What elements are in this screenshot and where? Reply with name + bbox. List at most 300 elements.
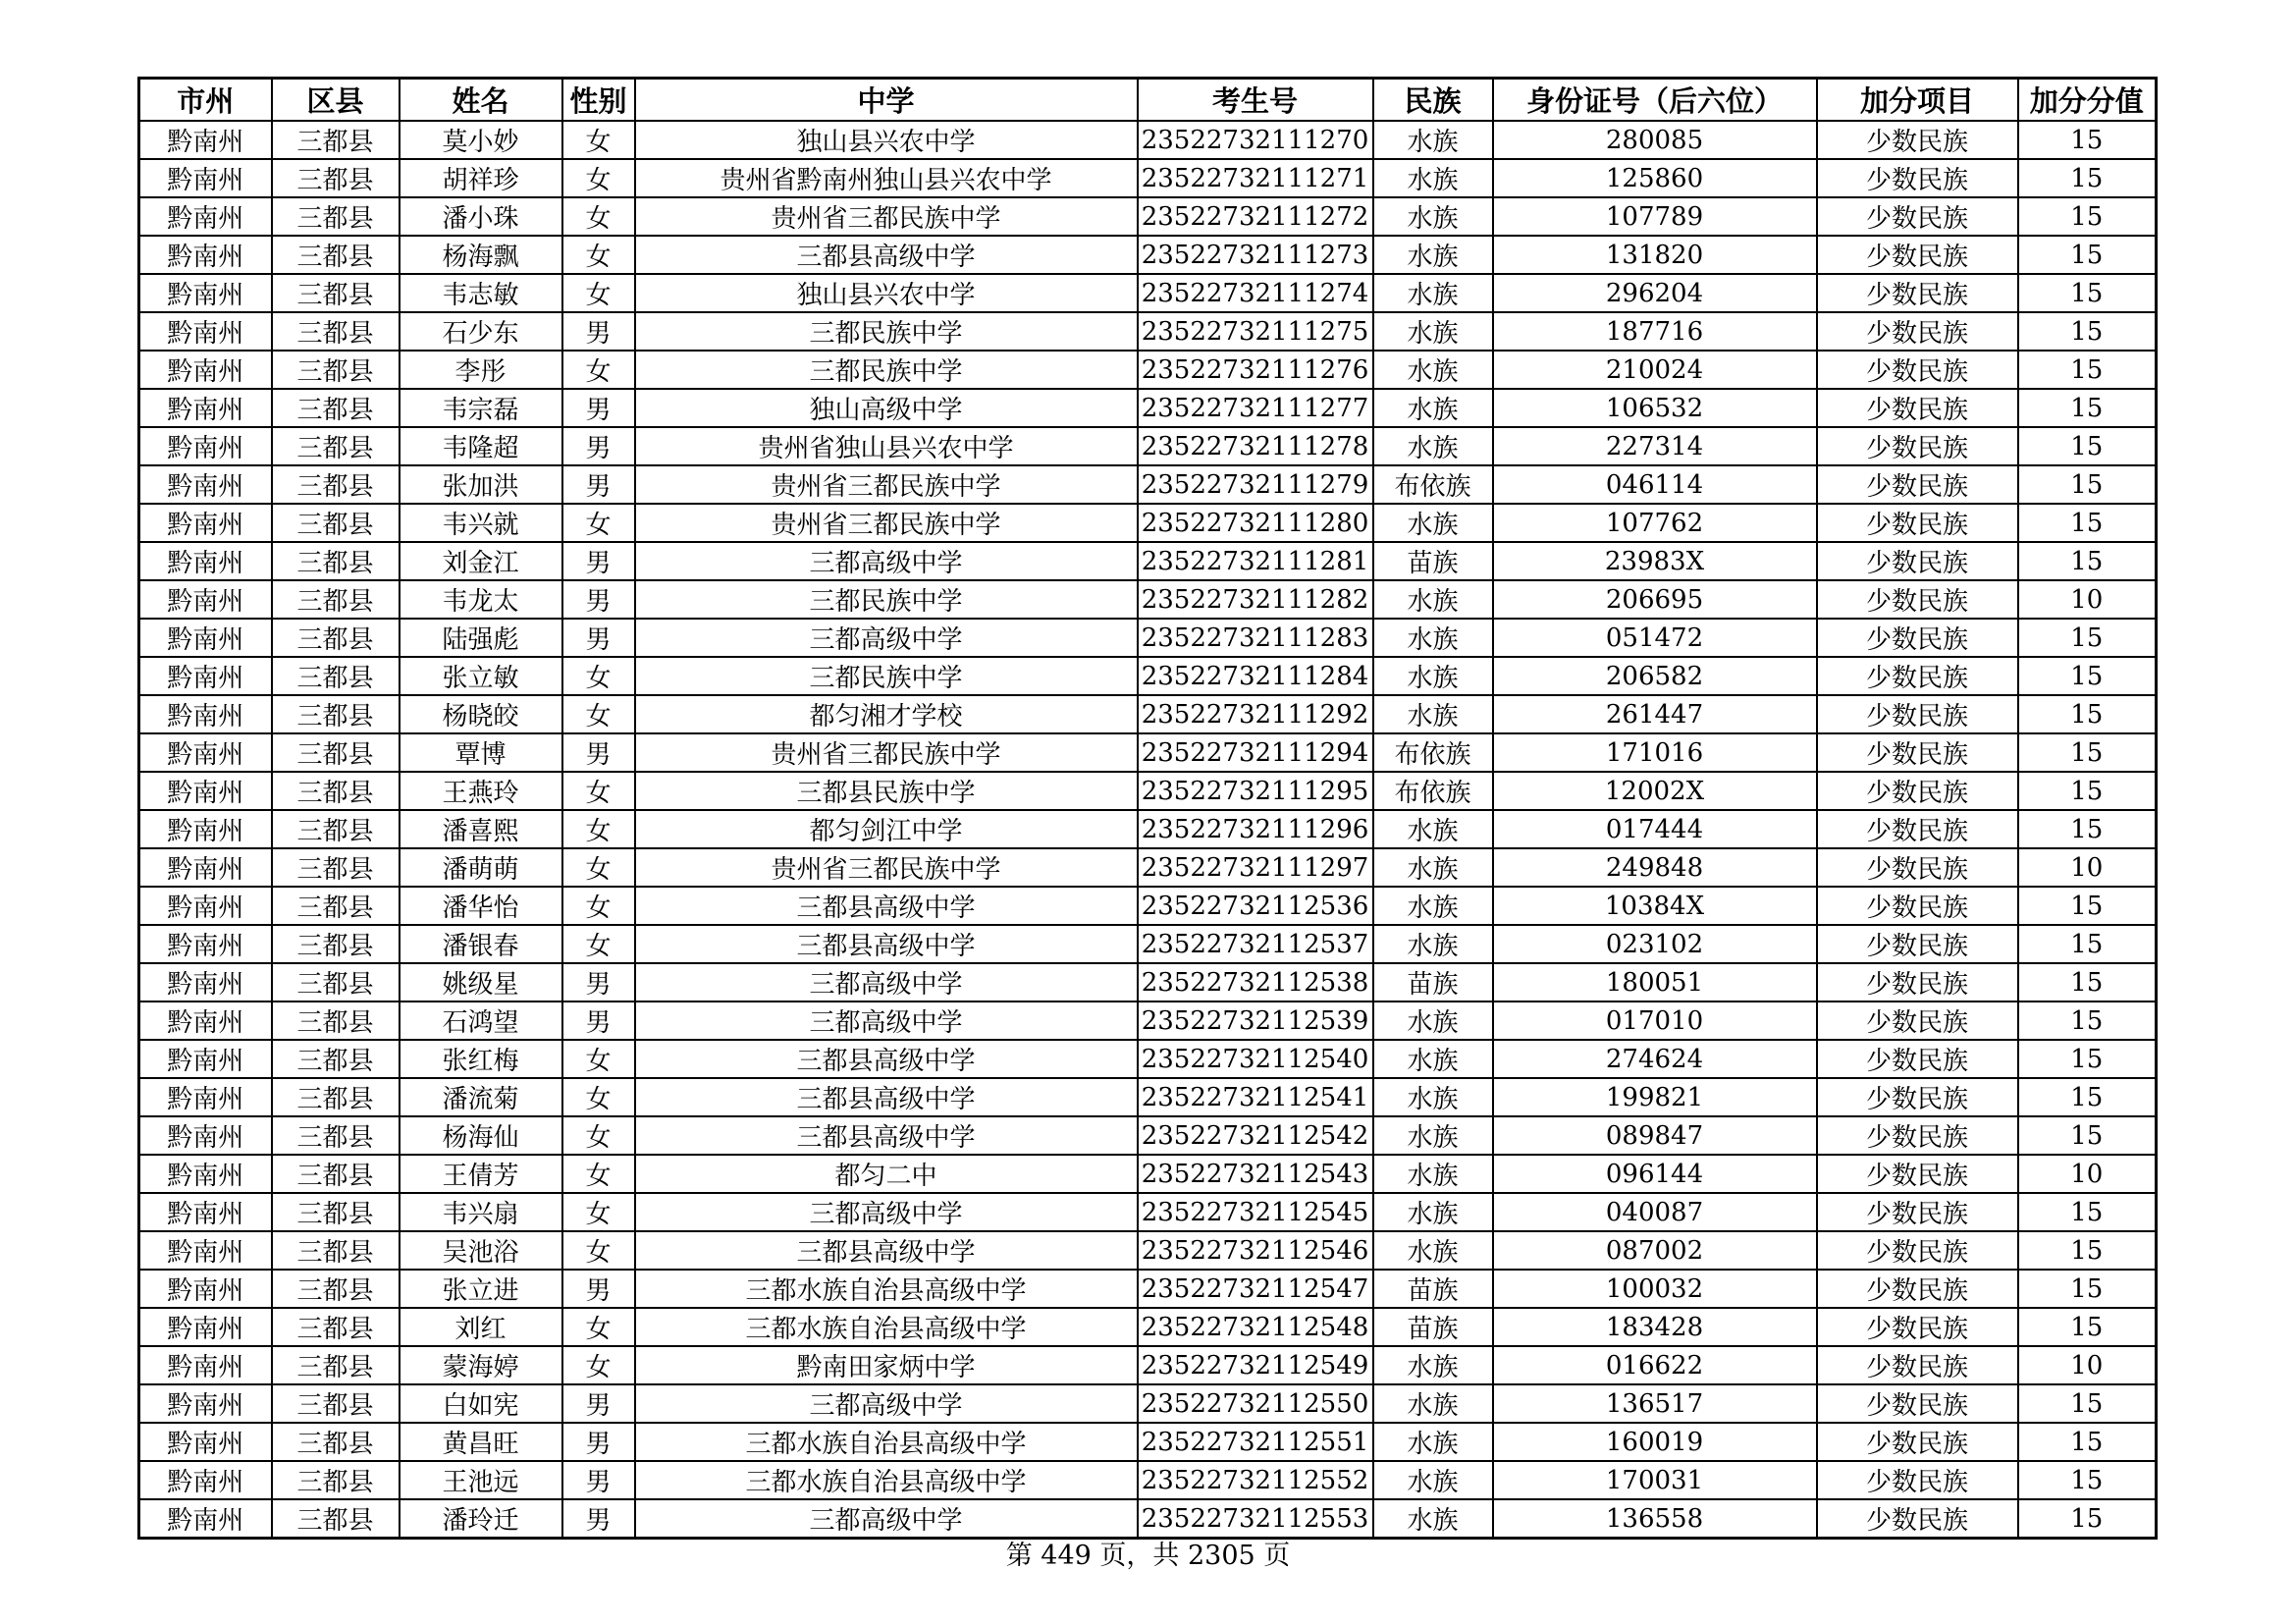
school-cell: 都匀湘才学校 (635, 695, 1138, 733)
city-cell: 黔南州 (139, 925, 272, 963)
name-cell: 张立进 (400, 1270, 562, 1308)
exam-number-cell: 23522732112548 (1138, 1308, 1373, 1346)
table-row (139, 925, 2157, 963)
ethnicity-cell: 水族 (1373, 695, 1493, 733)
school-cell: 独山高级中学 (635, 389, 1138, 427)
bonus-points-cell: 15 (2018, 695, 2157, 733)
name-cell: 蒙海婷 (400, 1346, 562, 1384)
school-cell: 贵州省三都民族中学 (635, 848, 1138, 887)
gender-cell: 女 (562, 695, 635, 733)
bonus-item-cell: 少数民族 (1817, 1461, 2018, 1499)
exam-number-cell: 23522732112543 (1138, 1155, 1373, 1193)
county-cell: 三都县 (272, 848, 400, 887)
county-cell: 三都县 (272, 1308, 400, 1346)
county-cell: 三都县 (272, 312, 400, 351)
city-cell: 黔南州 (139, 1040, 272, 1078)
exam-number-cell: 23522732112536 (1138, 887, 1373, 925)
id-suffix-cell: 171016 (1493, 733, 1817, 772)
ethnicity-cell: 水族 (1373, 159, 1493, 197)
gender-cell: 男 (562, 619, 635, 657)
city-cell: 黔南州 (139, 159, 272, 197)
county-cell: 三都县 (272, 1346, 400, 1384)
table-row (139, 887, 2157, 925)
column-header-bonus-item: 加分项目 (1817, 79, 2018, 122)
id-suffix-cell: 249848 (1493, 848, 1817, 887)
name-cell: 莫小妙 (400, 121, 562, 159)
city-cell: 黔南州 (139, 1499, 272, 1539)
name-cell: 吴池浴 (400, 1231, 562, 1270)
exam-number-cell: 23522732112549 (1138, 1346, 1373, 1384)
bonus-points-cell: 15 (2018, 619, 2157, 657)
bonus-points-cell: 10 (2018, 1346, 2157, 1384)
gender-cell: 男 (562, 542, 635, 580)
column-header-county: 区县 (272, 79, 400, 122)
bonus-item-cell: 少数民族 (1817, 504, 2018, 542)
header-row (139, 79, 2157, 122)
name-cell: 韦志敏 (400, 274, 562, 312)
bonus-item-cell: 少数民族 (1817, 1384, 2018, 1423)
gender-cell: 男 (562, 1499, 635, 1539)
name-cell: 黄昌旺 (400, 1423, 562, 1461)
county-cell: 三都县 (272, 504, 400, 542)
school-cell: 三都水族自治县高级中学 (635, 1423, 1138, 1461)
gender-cell: 女 (562, 121, 635, 159)
county-cell: 三都县 (272, 274, 400, 312)
exam-number-cell: 23522732111294 (1138, 733, 1373, 772)
city-cell: 黔南州 (139, 121, 272, 159)
school-cell: 都匀剑江中学 (635, 810, 1138, 848)
city-cell: 黔南州 (139, 1155, 272, 1193)
name-cell: 石少东 (400, 312, 562, 351)
gender-cell: 女 (562, 1231, 635, 1270)
school-cell: 独山县兴农中学 (635, 274, 1138, 312)
school-cell: 三都县高级中学 (635, 1078, 1138, 1116)
county-cell: 三都县 (272, 1231, 400, 1270)
city-cell: 黔南州 (139, 657, 272, 695)
exam-number-cell: 23522732111282 (1138, 580, 1373, 619)
county-cell: 三都县 (272, 619, 400, 657)
exam-number-cell: 23522732111276 (1138, 351, 1373, 389)
city-cell: 黔南州 (139, 887, 272, 925)
county-cell: 三都县 (272, 351, 400, 389)
gender-cell: 女 (562, 1078, 635, 1116)
id-suffix-cell: 107762 (1493, 504, 1817, 542)
exam-number-cell: 23522732111281 (1138, 542, 1373, 580)
exam-number-cell: 23522732111295 (1138, 772, 1373, 810)
table-row (139, 1384, 2157, 1423)
city-cell: 黔南州 (139, 580, 272, 619)
city-cell: 黔南州 (139, 1308, 272, 1346)
id-suffix-cell: 274624 (1493, 1040, 1817, 1078)
ethnicity-cell: 苗族 (1373, 963, 1493, 1001)
exam-number-cell: 23522732112539 (1138, 1001, 1373, 1040)
exam-number-cell: 23522732112547 (1138, 1270, 1373, 1308)
id-suffix-cell: 096144 (1493, 1155, 1817, 1193)
bonus-points-cell: 15 (2018, 733, 2157, 772)
bonus-points-cell: 15 (2018, 1308, 2157, 1346)
county-cell: 三都县 (272, 1193, 400, 1231)
name-cell: 杨海飘 (400, 236, 562, 274)
bonus-points-cell: 15 (2018, 887, 2157, 925)
exam-number-cell: 23522732112542 (1138, 1116, 1373, 1155)
school-cell: 三都民族中学 (635, 351, 1138, 389)
school-cell: 三都县高级中学 (635, 236, 1138, 274)
city-cell: 黔南州 (139, 351, 272, 389)
ethnicity-cell: 水族 (1373, 197, 1493, 236)
gender-cell: 女 (562, 925, 635, 963)
city-cell: 黔南州 (139, 427, 272, 465)
school-cell: 贵州省三都民族中学 (635, 733, 1138, 772)
ethnicity-cell: 水族 (1373, 121, 1493, 159)
exam-number-cell: 23522732111296 (1138, 810, 1373, 848)
county-cell: 三都县 (272, 197, 400, 236)
bonus-item-cell: 少数民族 (1817, 121, 2018, 159)
bonus-points-cell: 10 (2018, 580, 2157, 619)
bonus-points-cell: 15 (2018, 351, 2157, 389)
county-cell: 三都县 (272, 1078, 400, 1116)
bonus-item-cell: 少数民族 (1817, 1499, 2018, 1539)
page-number-footer: 第 449 页，共 2305 页 (1005, 1541, 1291, 1571)
bonus-points-cell: 15 (2018, 312, 2157, 351)
ethnicity-cell: 水族 (1373, 1423, 1493, 1461)
id-suffix-cell: 160019 (1493, 1423, 1817, 1461)
city-cell: 黔南州 (139, 1384, 272, 1423)
table-row (139, 733, 2157, 772)
id-suffix-cell: 187716 (1493, 312, 1817, 351)
gender-cell: 女 (562, 274, 635, 312)
school-cell: 黔南田家炳中学 (635, 1346, 1138, 1384)
city-cell: 黔南州 (139, 810, 272, 848)
county-cell: 三都县 (272, 810, 400, 848)
table-row (139, 810, 2157, 848)
id-suffix-cell: 087002 (1493, 1231, 1817, 1270)
school-cell: 三都高级中学 (635, 963, 1138, 1001)
bonus-points-cell: 15 (2018, 1001, 2157, 1040)
county-cell: 三都县 (272, 465, 400, 504)
school-cell: 三都民族中学 (635, 312, 1138, 351)
bonus-item-cell: 少数民族 (1817, 274, 2018, 312)
exam-number-cell: 23522732111279 (1138, 465, 1373, 504)
school-cell: 三都高级中学 (635, 542, 1138, 580)
name-cell: 潘萌萌 (400, 848, 562, 887)
school-cell: 贵州省独山县兴农中学 (635, 427, 1138, 465)
gender-cell: 女 (562, 159, 635, 197)
table-row (139, 1499, 2157, 1539)
bonus-item-cell: 少数民族 (1817, 1155, 2018, 1193)
county-cell: 三都县 (272, 580, 400, 619)
bonus-points-cell: 15 (2018, 810, 2157, 848)
table-row (139, 274, 2157, 312)
county-cell: 三都县 (272, 236, 400, 274)
county-cell: 三都县 (272, 1270, 400, 1308)
county-cell: 三都县 (272, 1499, 400, 1539)
ethnicity-cell: 水族 (1373, 504, 1493, 542)
id-suffix-cell: 170031 (1493, 1461, 1817, 1499)
bonus-points-cell: 15 (2018, 657, 2157, 695)
county-cell: 三都县 (272, 963, 400, 1001)
exam-number-cell: 23522732112552 (1138, 1461, 1373, 1499)
gender-cell: 男 (562, 1423, 635, 1461)
county-cell: 三都县 (272, 1116, 400, 1155)
table-row (139, 121, 2157, 159)
exam-number-cell: 23522732112537 (1138, 925, 1373, 963)
id-suffix-cell: 051472 (1493, 619, 1817, 657)
bonus-item-cell: 少数民族 (1817, 1193, 2018, 1231)
bonus-points-cell: 15 (2018, 1461, 2157, 1499)
city-cell: 黔南州 (139, 504, 272, 542)
city-cell: 黔南州 (139, 1116, 272, 1155)
school-cell: 三都水族自治县高级中学 (635, 1308, 1138, 1346)
table-row (139, 427, 2157, 465)
county-cell: 三都县 (272, 772, 400, 810)
bonus-item-cell: 少数民族 (1817, 657, 2018, 695)
school-cell: 贵州省黔南州独山县兴农中学 (635, 159, 1138, 197)
name-cell: 韦宗磊 (400, 389, 562, 427)
school-cell: 三都高级中学 (635, 619, 1138, 657)
column-header-id-suffix: 身份证号（后六位） (1493, 79, 1817, 122)
school-cell: 三都水族自治县高级中学 (635, 1461, 1138, 1499)
bonus-item-cell: 少数民族 (1817, 1001, 2018, 1040)
id-suffix-cell: 227314 (1493, 427, 1817, 465)
city-cell: 黔南州 (139, 312, 272, 351)
name-cell: 潘流菊 (400, 1078, 562, 1116)
id-suffix-cell: 023102 (1493, 925, 1817, 963)
table-row (139, 197, 2157, 236)
bonus-item-cell: 少数民族 (1817, 197, 2018, 236)
name-cell: 韦兴就 (400, 504, 562, 542)
county-cell: 三都县 (272, 1461, 400, 1499)
table-row (139, 159, 2157, 197)
id-suffix-cell: 12002X (1493, 772, 1817, 810)
school-cell: 三都民族中学 (635, 580, 1138, 619)
gender-cell: 女 (562, 1040, 635, 1078)
school-cell: 三都高级中学 (635, 1384, 1138, 1423)
exam-number-cell: 23522732112551 (1138, 1423, 1373, 1461)
exam-number-cell: 23522732111275 (1138, 312, 1373, 351)
id-suffix-cell: 136517 (1493, 1384, 1817, 1423)
city-cell: 黔南州 (139, 695, 272, 733)
bonus-points-cell: 10 (2018, 1155, 2157, 1193)
city-cell: 黔南州 (139, 963, 272, 1001)
school-cell: 三都县高级中学 (635, 925, 1138, 963)
county-cell: 三都县 (272, 1001, 400, 1040)
ethnicity-cell: 水族 (1373, 1231, 1493, 1270)
bonus-item-cell: 少数民族 (1817, 465, 2018, 504)
ethnicity-cell: 水族 (1373, 351, 1493, 389)
table-row (139, 389, 2157, 427)
table-row (139, 312, 2157, 351)
school-cell: 都匀二中 (635, 1155, 1138, 1193)
bonus-points-cell: 15 (2018, 1040, 2157, 1078)
name-cell: 王倩芳 (400, 1155, 562, 1193)
county-cell: 三都县 (272, 1040, 400, 1078)
column-header-name: 姓名 (400, 79, 562, 122)
county-cell: 三都县 (272, 427, 400, 465)
city-cell: 黔南州 (139, 733, 272, 772)
bonus-points-cell: 15 (2018, 274, 2157, 312)
city-cell: 黔南州 (139, 1346, 272, 1384)
id-suffix-cell: 040087 (1493, 1193, 1817, 1231)
ethnicity-cell: 水族 (1373, 887, 1493, 925)
bonus-item-cell: 少数民族 (1817, 159, 2018, 197)
bonus-points-cell: 15 (2018, 963, 2157, 1001)
bonus-points-cell: 15 (2018, 504, 2157, 542)
gender-cell: 女 (562, 236, 635, 274)
exam-number-cell: 23522732112540 (1138, 1040, 1373, 1078)
name-cell: 韦龙太 (400, 580, 562, 619)
city-cell: 黔南州 (139, 197, 272, 236)
bonus-item-cell: 少数民族 (1817, 963, 2018, 1001)
school-cell: 三都高级中学 (635, 1499, 1138, 1539)
ethnicity-cell: 水族 (1373, 1384, 1493, 1423)
bonus-item-cell: 少数民族 (1817, 733, 2018, 772)
ethnicity-cell: 水族 (1373, 1346, 1493, 1384)
exam-number-cell: 23522732111297 (1138, 848, 1373, 887)
gender-cell: 女 (562, 1308, 635, 1346)
ethnicity-cell: 布依族 (1373, 733, 1493, 772)
bonus-item-cell: 少数民族 (1817, 925, 2018, 963)
name-cell: 白如宪 (400, 1384, 562, 1423)
city-cell: 黔南州 (139, 236, 272, 274)
bonus-points-cell: 15 (2018, 542, 2157, 580)
ethnicity-cell: 水族 (1373, 312, 1493, 351)
county-cell: 三都县 (272, 887, 400, 925)
id-suffix-cell: 183428 (1493, 1308, 1817, 1346)
ethnicity-cell: 水族 (1373, 1078, 1493, 1116)
id-suffix-cell: 23983X (1493, 542, 1817, 580)
ethnicity-cell: 水族 (1373, 389, 1493, 427)
bonus-item-cell: 少数民族 (1817, 772, 2018, 810)
table-row (139, 465, 2157, 504)
name-cell: 杨晓皎 (400, 695, 562, 733)
bonus-item-cell: 少数民族 (1817, 312, 2018, 351)
name-cell: 张加洪 (400, 465, 562, 504)
bonus-points-cell: 15 (2018, 465, 2157, 504)
column-header-exam-number: 考生号 (1138, 79, 1373, 122)
name-cell: 潘华怡 (400, 887, 562, 925)
exam-number-cell: 23522732111283 (1138, 619, 1373, 657)
ethnicity-cell: 布依族 (1373, 772, 1493, 810)
bonus-item-cell: 少数民族 (1817, 1346, 2018, 1384)
bonus-points-cell: 15 (2018, 197, 2157, 236)
table-row (139, 695, 2157, 733)
bonus-points-cell: 15 (2018, 1423, 2157, 1461)
name-cell: 潘小珠 (400, 197, 562, 236)
id-suffix-cell: 180051 (1493, 963, 1817, 1001)
ethnicity-cell: 水族 (1373, 619, 1493, 657)
id-suffix-cell: 261447 (1493, 695, 1817, 733)
school-cell: 三都县高级中学 (635, 1040, 1138, 1078)
id-suffix-cell: 016622 (1493, 1346, 1817, 1384)
city-cell: 黔南州 (139, 1078, 272, 1116)
city-cell: 黔南州 (139, 1423, 272, 1461)
name-cell: 覃博 (400, 733, 562, 772)
id-suffix-cell: 106532 (1493, 389, 1817, 427)
ethnicity-cell: 水族 (1373, 925, 1493, 963)
gender-cell: 女 (562, 1193, 635, 1231)
bonus-item-cell: 少数民族 (1817, 848, 2018, 887)
city-cell: 黔南州 (139, 1193, 272, 1231)
table-row (139, 1308, 2157, 1346)
bonus-points-cell: 15 (2018, 1499, 2157, 1539)
bonus-item-cell: 少数民族 (1817, 236, 2018, 274)
city-cell: 黔南州 (139, 619, 272, 657)
gender-cell: 男 (562, 1001, 635, 1040)
id-suffix-cell: 107789 (1493, 197, 1817, 236)
school-cell: 贵州省三都民族中学 (635, 504, 1138, 542)
ethnicity-cell: 水族 (1373, 236, 1493, 274)
bonus-points-cell: 15 (2018, 1231, 2157, 1270)
exam-number-cell: 23522732112546 (1138, 1231, 1373, 1270)
name-cell: 潘喜熙 (400, 810, 562, 848)
exam-number-cell: 23522732111271 (1138, 159, 1373, 197)
table-row (139, 963, 2157, 1001)
table-row (139, 542, 2157, 580)
table-row (139, 1116, 2157, 1155)
county-cell: 三都县 (272, 657, 400, 695)
county-cell: 三都县 (272, 695, 400, 733)
gender-cell: 男 (562, 1270, 635, 1308)
bonus-item-cell: 少数民族 (1817, 695, 2018, 733)
bonus-item-cell: 少数民族 (1817, 389, 2018, 427)
id-suffix-cell: 131820 (1493, 236, 1817, 274)
ethnicity-cell: 水族 (1373, 580, 1493, 619)
school-cell: 三都水族自治县高级中学 (635, 1270, 1138, 1308)
ethnicity-cell: 水族 (1373, 1461, 1493, 1499)
id-suffix-cell: 089847 (1493, 1116, 1817, 1155)
table-row (139, 1231, 2157, 1270)
bonus-points-cell: 15 (2018, 121, 2157, 159)
column-header-city: 市州 (139, 79, 272, 122)
bonus-points-cell: 15 (2018, 772, 2157, 810)
gender-cell: 男 (562, 427, 635, 465)
city-cell: 黔南州 (139, 1001, 272, 1040)
table-body (139, 121, 2157, 1539)
table-row (139, 1040, 2157, 1078)
bonus-points-cell: 15 (2018, 389, 2157, 427)
county-cell: 三都县 (272, 121, 400, 159)
ethnicity-cell: 水族 (1373, 1499, 1493, 1539)
ethnicity-cell: 水族 (1373, 427, 1493, 465)
gender-cell: 女 (562, 1346, 635, 1384)
exam-number-cell: 23522732111270 (1138, 121, 1373, 159)
bonus-item-cell: 少数民族 (1817, 580, 2018, 619)
id-suffix-cell: 100032 (1493, 1270, 1817, 1308)
id-suffix-cell: 017010 (1493, 1001, 1817, 1040)
exam-number-cell: 23522732111273 (1138, 236, 1373, 274)
table-row (139, 772, 2157, 810)
ethnicity-cell: 水族 (1373, 810, 1493, 848)
gender-cell: 男 (562, 963, 635, 1001)
id-suffix-cell: 046114 (1493, 465, 1817, 504)
exam-number-cell: 23522732112538 (1138, 963, 1373, 1001)
id-suffix-cell: 296204 (1493, 274, 1817, 312)
bonus-item-cell: 少数民族 (1817, 1116, 2018, 1155)
id-suffix-cell: 017444 (1493, 810, 1817, 848)
exam-number-cell: 23522732111292 (1138, 695, 1373, 733)
name-cell: 刘金江 (400, 542, 562, 580)
city-cell: 黔南州 (139, 772, 272, 810)
county-cell: 三都县 (272, 1384, 400, 1423)
name-cell: 李彤 (400, 351, 562, 389)
name-cell: 陆强彪 (400, 619, 562, 657)
bonus-points-cell: 15 (2018, 1193, 2157, 1231)
gender-cell: 女 (562, 657, 635, 695)
school-cell: 三都高级中学 (635, 1193, 1138, 1231)
bonus-item-cell: 少数民族 (1817, 1040, 2018, 1078)
name-cell: 张立敏 (400, 657, 562, 695)
ethnicity-cell: 苗族 (1373, 1308, 1493, 1346)
